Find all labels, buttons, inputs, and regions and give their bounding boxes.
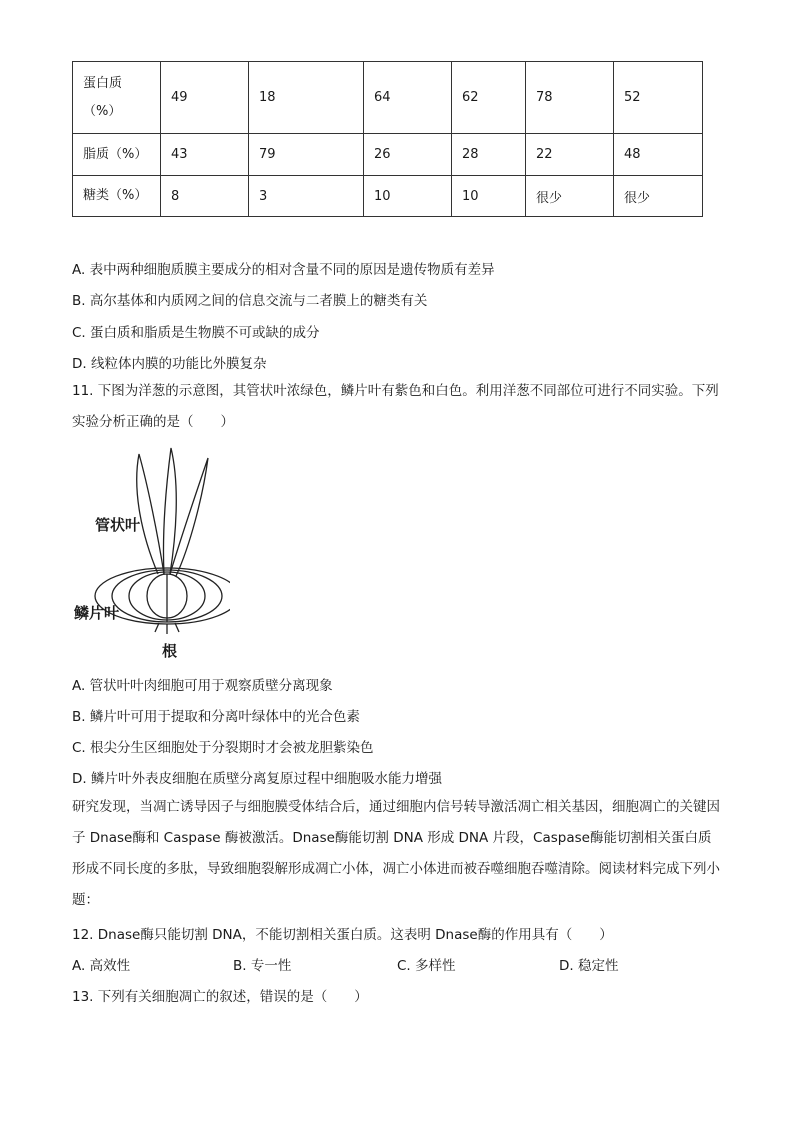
table-cell: 22 <box>526 134 614 176</box>
reading-passage: 研究发现，当凋亡诱导因子与细胞膜受体结合后，通过细胞内信号转导激活凋亡相关基因，细胞凋亡的关键因子 Dnase酶和 Caspase 酶被激活。Dnase酶能切割 DNA 形成 DNA 片段，Caspase酶能切割相关蛋白质形成不同长度的多肽，导致细胞裂解形成凋亡小体，凋亡小体进而被吞噬细胞吞噬清除。阅读材料完成下列小题： <box>72 799 720 908</box>
q12-option-a: A. 高效性 <box>72 958 131 974</box>
row-label: 脂质（%） <box>73 134 161 176</box>
membrane-composition-table <box>72 61 703 217</box>
table-cell: 10 <box>452 176 526 217</box>
q11-stem: 11. 下图为洋葱的示意图，其管状叶浓绿色，鳞片叶有紫色和白色。利用洋葱不同部位可进行不同实验。下列实验分析正确的是（ ） <box>72 383 719 430</box>
onion-diagram <box>70 446 230 661</box>
onion-drawing <box>70 446 230 661</box>
row-label: 蛋白质（%） <box>73 62 161 134</box>
table-cell: 8 <box>161 176 249 217</box>
table-cell: 很少 <box>526 176 614 217</box>
q11-option-a: A. 管状叶叶肉细胞可用于观察质壁分离现象 <box>72 678 333 694</box>
q10-option-a: A. 表中两种细胞质膜主要成分的相对含量不同的原因是遗传物质有差异 <box>72 262 495 278</box>
q10-option-c: C. 蛋白质和脂质是生物膜不可或缺的成分 <box>72 325 320 341</box>
root-label: 根 <box>162 642 178 660</box>
table-row <box>73 176 703 217</box>
table-row <box>73 134 703 176</box>
table-row <box>73 62 703 134</box>
tubular-leaf-label: 管状叶 <box>95 516 141 534</box>
table-cell: 很少 <box>614 176 703 217</box>
table-cell: 49 <box>161 62 249 134</box>
table-cell: 52 <box>614 62 703 134</box>
row-label: 糖类（%） <box>73 176 161 217</box>
table-cell: 3 <box>249 176 364 217</box>
scale-leaf-label: 鳞片叶 <box>74 604 120 622</box>
table-cell: 64 <box>364 62 452 134</box>
table-cell: 78 <box>526 62 614 134</box>
q13-stem: 13. 下列有关细胞凋亡的叙述，错误的是（ ） <box>72 989 368 1005</box>
q12-option-c: C. 多样性 <box>397 958 456 974</box>
table-cell: 48 <box>614 134 703 176</box>
q10-option-d: D. 线粒体内膜的功能比外膜复杂 <box>72 356 267 372</box>
q12-stem: 12. Dnase酶只能切割 DNA，不能切割相关蛋白质。这表明 Dnase酶的作用具有（ ） <box>72 927 613 943</box>
q12-option-d: D. 稳定性 <box>559 958 619 974</box>
q11-option-c: C. 根尖分生区细胞处于分裂期时才会被龙胆紫染色 <box>72 740 374 756</box>
table-cell: 79 <box>249 134 364 176</box>
table-cell: 62 <box>452 62 526 134</box>
q10-option-b: B. 高尔基体和内质网之间的信息交流与二者膜上的糖类有关 <box>72 293 428 309</box>
q11-option-d: D. 鳞片叶外表皮细胞在质壁分离复原过程中细胞吸水能力增强 <box>72 771 442 787</box>
table-cell: 26 <box>364 134 452 176</box>
table-cell: 43 <box>161 134 249 176</box>
table-cell: 28 <box>452 134 526 176</box>
table-cell: 10 <box>364 176 452 217</box>
q12-option-b: B. 专一性 <box>233 958 292 974</box>
q12-options <box>72 954 712 974</box>
table-cell: 18 <box>249 62 364 134</box>
q11-option-b: B. 鳞片叶可用于提取和分离叶绿体中的光合色素 <box>72 709 360 725</box>
tubular-leaf-middle <box>163 448 176 574</box>
tubular-leaf-left <box>137 454 164 574</box>
